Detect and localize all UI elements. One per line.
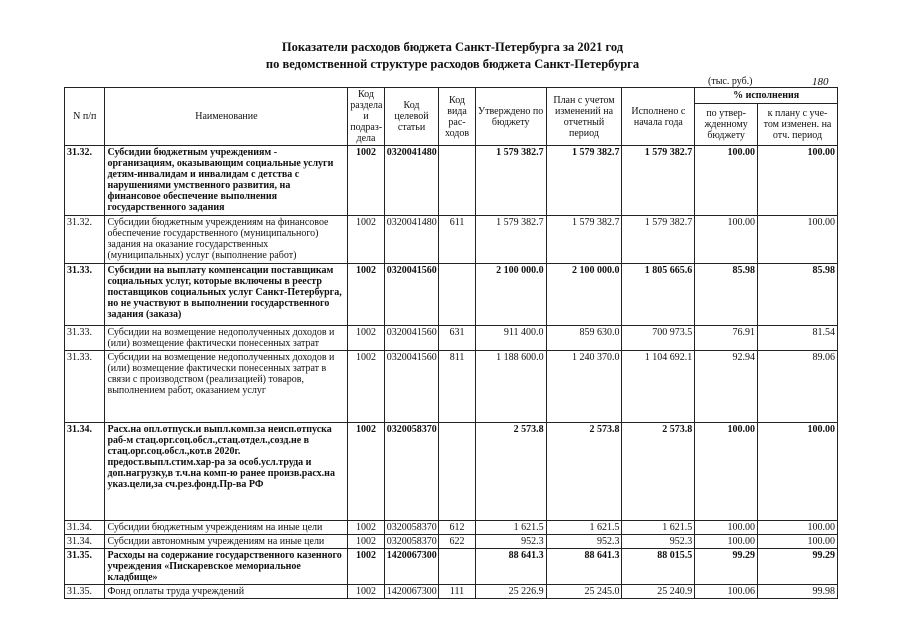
row-executed: 1 621.5 bbox=[622, 521, 695, 535]
row-name: Субсидии автономным учреждениям на иные цели bbox=[105, 535, 348, 549]
expenditure-table bbox=[64, 87, 838, 599]
report-title-line1: Показатели расходов бюджета Санкт-Петербурга за 2021 год bbox=[281, 40, 624, 54]
row-target-code: 0320058370 bbox=[384, 423, 439, 521]
row-executed: 2 573.8 bbox=[622, 423, 695, 521]
row-number: 31.33. bbox=[65, 326, 105, 351]
row-pct-approved: 100.00 bbox=[695, 216, 758, 264]
row-executed: 1 579 382.7 bbox=[622, 216, 695, 264]
header-plan: План с учетом изменений на отчетный период bbox=[546, 88, 622, 146]
report-title-line2: по ведомственной структуре расходов бюджета Санкт-Петербурга bbox=[265, 57, 640, 71]
row-approved: 88 641.3 bbox=[475, 549, 546, 585]
row-pct-plan: 99.29 bbox=[758, 549, 838, 585]
table-row bbox=[65, 535, 838, 549]
row-kind-code: 612 bbox=[439, 521, 475, 535]
row-plan: 1 579 382.7 bbox=[546, 146, 622, 216]
row-pct-approved: 92.94 bbox=[695, 351, 758, 423]
row-section-code: 1002 bbox=[348, 549, 384, 585]
row-pct-approved: 100.00 bbox=[695, 535, 758, 549]
row-section-code: 1002 bbox=[348, 351, 384, 423]
row-kind-code: 622 bbox=[439, 535, 475, 549]
row-pct-approved: 100.00 bbox=[695, 146, 758, 216]
row-executed: 25 240.9 bbox=[622, 585, 695, 599]
table-row bbox=[65, 326, 838, 351]
row-name: Субсидии на возмещение недополученных доходов и (или) возмещение фактически понесенных затрат в связи с производством (реализацией) товаров, выполнением работ, оказанием услуг bbox=[105, 351, 348, 423]
row-plan: 1 579 382.7 bbox=[546, 216, 622, 264]
row-pct-plan: 81.54 bbox=[758, 326, 838, 351]
table-row bbox=[65, 351, 838, 423]
row-name: Субсидии на выплату компенсации поставщикам социальных услуг, которые включены в реестр поставщиков социальных услуг Санкт-Петербурга, но не участвуют в выполнении государственного задания (заказа) bbox=[105, 264, 348, 326]
row-name: Субсидии бюджетным учреждениям на иные цели bbox=[105, 521, 348, 535]
row-pct-plan: 89.06 bbox=[758, 351, 838, 423]
row-section-code: 1002 bbox=[348, 535, 384, 549]
row-plan: 1 621.5 bbox=[546, 521, 622, 535]
row-pct-approved: 99.29 bbox=[695, 549, 758, 585]
row-number: 31.35. bbox=[65, 585, 105, 599]
units-label: (тыс. руб.) bbox=[708, 76, 753, 87]
row-plan: 25 245.0 bbox=[546, 585, 622, 599]
row-plan: 859 630.0 bbox=[546, 326, 622, 351]
row-approved: 1 188 600.0 bbox=[475, 351, 546, 423]
row-plan: 1 240 370.0 bbox=[546, 351, 622, 423]
row-kind-code: 811 bbox=[439, 351, 475, 423]
row-plan: 2 100 000.0 bbox=[546, 264, 622, 326]
row-kind-code: 611 bbox=[439, 216, 475, 264]
row-kind-code: 111 bbox=[439, 585, 475, 599]
row-section-code: 1002 bbox=[348, 521, 384, 535]
row-target-code: 0320041560 bbox=[384, 264, 439, 326]
row-target-code: 0320041480 bbox=[384, 146, 439, 216]
header-kind-code: Код вида рас-ходов bbox=[439, 88, 475, 146]
table-body bbox=[65, 146, 838, 599]
header-section-code: Код раздела и подраз-дела bbox=[348, 88, 384, 146]
row-number: 31.33. bbox=[65, 351, 105, 423]
row-number: 31.32. bbox=[65, 216, 105, 264]
row-section-code: 1002 bbox=[348, 423, 384, 521]
row-pct-plan: 100.00 bbox=[758, 216, 838, 264]
header-approved: Утверждено по бюджету bbox=[475, 88, 546, 146]
row-section-code: 1002 bbox=[348, 264, 384, 326]
row-section-code: 1002 bbox=[348, 216, 384, 264]
row-kind-code bbox=[439, 146, 475, 216]
row-pct-plan: 100.00 bbox=[758, 535, 838, 549]
row-name: Фонд оплаты труда учреждений bbox=[105, 585, 348, 599]
row-section-code: 1002 bbox=[348, 326, 384, 351]
row-pct-plan: 100.00 bbox=[758, 521, 838, 535]
row-kind-code bbox=[439, 549, 475, 585]
row-pct-approved: 100.00 bbox=[695, 521, 758, 535]
row-target-code: 1420067300 bbox=[384, 585, 439, 599]
row-section-code: 1002 bbox=[348, 146, 384, 216]
row-approved: 952.3 bbox=[475, 535, 546, 549]
row-name: Расх.на опл.отпуск.и выпл.комп.за неисп.отпуска раб-м стац.орг.соц.обсл.,стац.отдел.,созд.не в стац.орг.соц.обсл.,кот.в 2020г. предост.выпл.стим.хар-ра за особ.усл.труда и доп.нагрузку,в т.ч.на комп-ю ранее произв.расх.на указ.цели,за сч.рез.фонд.Пр-ва РФ bbox=[105, 423, 348, 521]
row-approved: 2 573.8 bbox=[475, 423, 546, 521]
row-kind-code: 631 bbox=[439, 326, 475, 351]
header-pct-plan: к плану с уче-том изменен. на отч. период bbox=[758, 104, 838, 146]
row-plan: 88 641.3 bbox=[546, 549, 622, 585]
row-number: 31.34. bbox=[65, 423, 105, 521]
row-pct-plan: 85.98 bbox=[758, 264, 838, 326]
table-row bbox=[65, 423, 838, 521]
page-number: 180 bbox=[812, 76, 829, 88]
row-pct-approved: 100.00 bbox=[695, 423, 758, 521]
header-pct-approved: по утвер-жденному бюджету bbox=[695, 104, 758, 146]
table-row bbox=[65, 264, 838, 326]
row-executed: 1 579 382.7 bbox=[622, 146, 695, 216]
row-name: Субсидии бюджетным учреждениям на финансовое обеспечение государственного (муниципального) задания на оказание государственных (муниципальных) услуг (выполнение работ) bbox=[105, 216, 348, 264]
table-row bbox=[65, 216, 838, 264]
row-pct-plan: 99.98 bbox=[758, 585, 838, 599]
row-target-code: 1420067300 bbox=[384, 549, 439, 585]
row-approved: 1 621.5 bbox=[475, 521, 546, 535]
row-executed: 1 104 692.1 bbox=[622, 351, 695, 423]
row-number: 31.34. bbox=[65, 535, 105, 549]
row-pct-plan: 100.00 bbox=[758, 423, 838, 521]
row-executed: 1 805 665.6 bbox=[622, 264, 695, 326]
row-approved: 1 579 382.7 bbox=[475, 216, 546, 264]
row-executed: 952.3 bbox=[622, 535, 695, 549]
header-executed: Исполнено с начала года bbox=[622, 88, 695, 146]
row-kind-code bbox=[439, 264, 475, 326]
row-number: 31.32. bbox=[65, 146, 105, 216]
row-target-code: 0320041560 bbox=[384, 326, 439, 351]
row-target-code: 0320041480 bbox=[384, 216, 439, 264]
row-pct-approved: 85.98 bbox=[695, 264, 758, 326]
row-pct-approved: 76.91 bbox=[695, 326, 758, 351]
row-plan: 2 573.8 bbox=[546, 423, 622, 521]
row-pct-plan: 100.00 bbox=[758, 146, 838, 216]
header-pct-group: % исполнения bbox=[695, 88, 838, 104]
table-row bbox=[65, 585, 838, 599]
row-target-code: 0320058370 bbox=[384, 535, 439, 549]
row-target-code: 0320041560 bbox=[384, 351, 439, 423]
table-row bbox=[65, 549, 838, 585]
row-approved: 25 226.9 bbox=[475, 585, 546, 599]
row-name: Субсидии бюджетным учреждениям - организациям, оказывающим социальные услуги детям-инвалидам и инвалидам с детства с нарушениями умственного развития, на финансовое обеспечение выполнения государственного задания bbox=[105, 146, 348, 216]
table-row bbox=[65, 521, 838, 535]
row-approved: 2 100 000.0 bbox=[475, 264, 546, 326]
header-target-code: Код целевой статьи bbox=[384, 88, 439, 146]
row-number: 31.33. bbox=[65, 264, 105, 326]
row-approved: 911 400.0 bbox=[475, 326, 546, 351]
table-row bbox=[65, 146, 838, 216]
row-plan: 952.3 bbox=[546, 535, 622, 549]
row-number: 31.35. bbox=[65, 549, 105, 585]
header-name: Наименование bbox=[105, 88, 348, 146]
row-kind-code bbox=[439, 423, 475, 521]
row-target-code: 0320058370 bbox=[384, 521, 439, 535]
header-num: N п/п bbox=[65, 88, 105, 146]
row-approved: 1 579 382.7 bbox=[475, 146, 546, 216]
row-section-code: 1002 bbox=[348, 585, 384, 599]
row-number: 31.34. bbox=[65, 521, 105, 535]
row-name: Расходы на содержание государственного казенного учреждения «Пискаревское мемориальное кладбище» bbox=[105, 549, 348, 585]
row-executed: 700 973.5 bbox=[622, 326, 695, 351]
row-pct-approved: 100.06 bbox=[695, 585, 758, 599]
row-name: Субсидии на возмещение недополученных доходов и (или) возмещение фактически понесенных затрат bbox=[105, 326, 348, 351]
row-executed: 88 015.5 bbox=[622, 549, 695, 585]
